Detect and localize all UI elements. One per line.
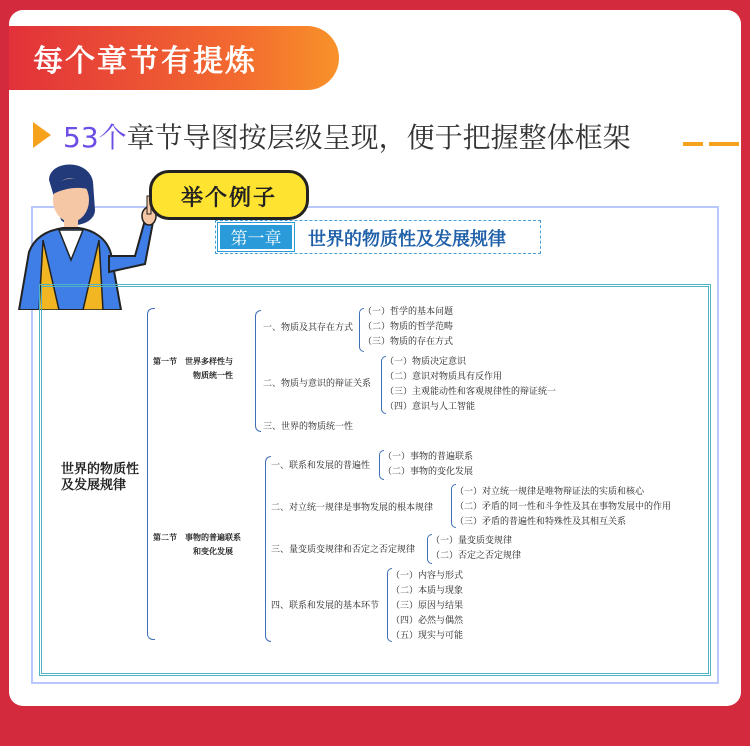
section-1: [153, 354, 233, 382]
bubble-text: 举个例子: [180, 186, 277, 211]
s1a-item: （一）哲学的基本问题: [363, 307, 454, 317]
section-2-label: 第二节: [153, 532, 177, 542]
section-ribbon: [9, 26, 339, 90]
s2c-item: （一）量变质变规律: [431, 536, 513, 546]
s1-topic-c: 三、世界的物质统一性: [263, 422, 354, 432]
section-2: [153, 530, 241, 558]
s1b-item: （三）主观能动性和客观规律性的辩证统一: [385, 387, 557, 397]
play-triangle-icon: [33, 122, 51, 148]
chapter-title: 世界的物质性及发展规律: [308, 229, 506, 250]
chapter-title-box: [215, 220, 541, 254]
s1-topic-b: 二、物质与意识的辩证关系: [263, 379, 372, 389]
root-line-1: 世界的物质性: [61, 462, 140, 477]
s2-topic-a: 一、联系和发展的普遍性: [271, 461, 371, 471]
s2a-item: （一）事物的普遍联系: [383, 452, 474, 462]
ribbon-title: 每个章节有提炼: [33, 44, 257, 79]
chapter-tag: 第一章: [218, 223, 294, 251]
s2d-item: （五）现实与可能: [391, 631, 464, 641]
subtitle-number: 53个: [63, 121, 127, 154]
s2d-item: （四）必然与偶然: [391, 616, 464, 626]
s2-topic-c: 三、量变质变规律和否定之否定规律: [271, 545, 416, 555]
s2b-item: （一）对立统一规律是唯物辩证法的实质和核心: [455, 487, 645, 497]
s1b-item: （二）意识对物质具有反作用: [385, 372, 503, 382]
s1b-item: （四）意识与人工智能: [385, 402, 476, 412]
s1a-item: （三）物质的存在方式: [363, 337, 454, 347]
s2b-item: （三）矛盾的普遍性和特殊性及其相互关系: [455, 517, 627, 527]
s1b-item: （一）物质决定意识: [385, 357, 467, 367]
s1a-item: （二）物质的哲学范畴: [363, 322, 454, 332]
s2-topic-b: 二、对立统一规律是事物发展的根本规律: [271, 503, 434, 513]
subtitle-row: [33, 114, 733, 154]
bracket-s1: [255, 310, 261, 432]
s1-topic-a: 一、物质及其存在方式: [263, 323, 354, 333]
mindmap-root: [61, 462, 139, 494]
section-1-label: 第一节: [153, 356, 177, 366]
decor-dash: [709, 142, 739, 146]
s2a-item: （二）事物的变化发展: [383, 467, 474, 477]
s2c-item: （二）否定之否定规律: [431, 551, 522, 561]
s2d-item: （二）本质与现象: [391, 586, 464, 596]
speech-bubble: [149, 170, 309, 220]
section-1-title-2: 物质统一性: [193, 370, 233, 380]
subtitle: [63, 116, 631, 156]
section-2-title-2: 和变化发展: [193, 546, 233, 556]
decor-dash: [683, 142, 703, 146]
section-2-title: 事物的普遍联系: [185, 532, 241, 542]
s2-topic-d: 四、联系和发展的基本环节: [271, 601, 380, 611]
section-1-title: 世界多样性与: [185, 356, 233, 366]
subtitle-text: 章节导图按层级呈现，便于把握整体框架: [126, 121, 631, 154]
content-card: [9, 10, 741, 706]
s2d-item: （一）内容与形式: [391, 571, 464, 581]
s2b-item: （二）矛盾的同一性和斗争性及其在事物发展中的作用: [455, 502, 672, 512]
s2d-item: （三）原因与结果: [391, 601, 464, 611]
root-line-2: 及发展规律: [61, 478, 127, 493]
